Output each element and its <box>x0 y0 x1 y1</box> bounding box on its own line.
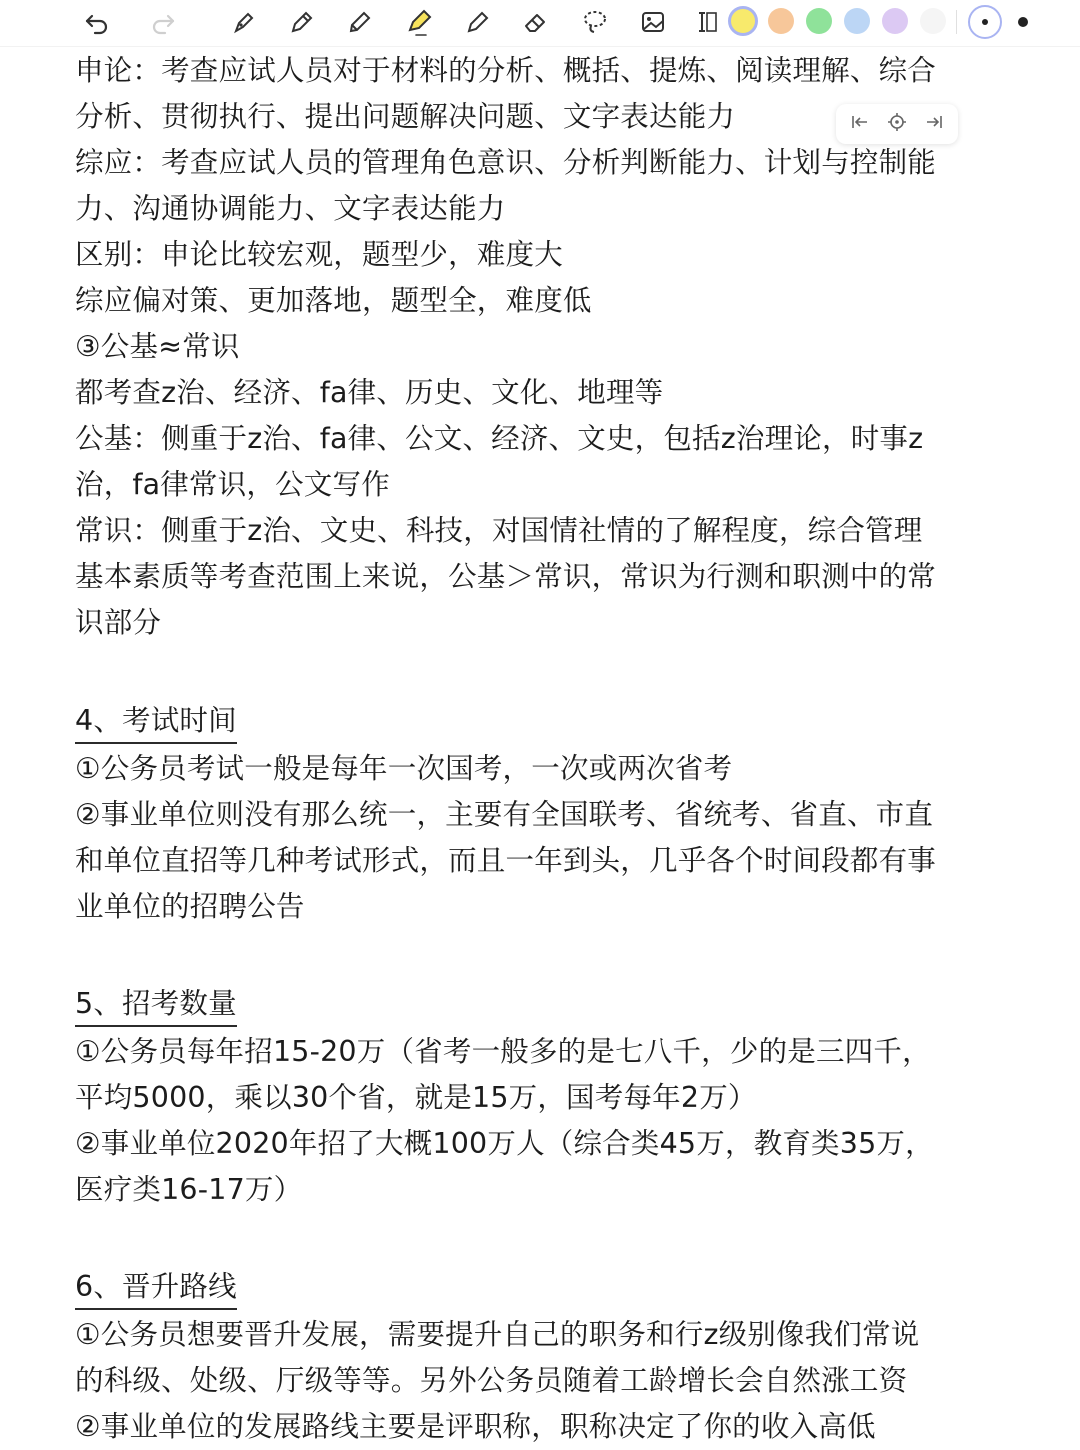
text-line: 综应：考查应试人员的管理角色意识、分析判断能力、计划与控制能 <box>75 146 937 179</box>
toolbar <box>0 0 1080 47</box>
image-icon[interactable] <box>636 6 670 38</box>
text-line: 基本素质等考查范围上来说，公基＞常识，常识为行测和职测中的常 <box>75 560 937 593</box>
text-line: 都考查z治、经济、fa律、历史、文化、地理等 <box>75 376 664 409</box>
text-line: 申论：考查应试人员对于材料的分析、概括、提炼、阅读理解、综合 <box>75 54 937 87</box>
text-line: ②事业单位2020年招了大概100万人（综合类45万，教育类35万， <box>75 1127 934 1160</box>
color-swatch-yellow[interactable] <box>728 6 758 36</box>
arrow-left-bar-icon[interactable] <box>849 111 871 137</box>
small-dot-size-button[interactable] <box>968 5 1002 39</box>
eraser-icon[interactable] <box>518 6 552 38</box>
text-line: 区别：申论比较宏观，题型少，难度大 <box>75 238 563 271</box>
fountain-pen-icon[interactable] <box>226 6 260 38</box>
text-line: ①公务员考试一般是每年一次国考，一次或两次省考 <box>75 752 733 785</box>
toolbar-divider <box>956 10 957 34</box>
marker-icon[interactable] <box>460 6 494 38</box>
text-line: ②事业单位的发展路线主要是评职称，职称决定了你的收入高低 <box>75 1410 876 1443</box>
pen-icon[interactable] <box>284 6 318 38</box>
target-icon[interactable] <box>886 111 908 137</box>
text-line: ③公基≈常识 <box>75 330 240 363</box>
text-line: 力、沟通协调能力、文字表达能力 <box>75 192 506 225</box>
text-line: 的科级、处级、厅级等等。另外公务员随着工龄增长会自然涨工资 <box>75 1364 908 1397</box>
highlighter-icon[interactable] <box>400 6 438 38</box>
arrow-right-bar-icon[interactable] <box>923 111 945 137</box>
text-line: 医疗类16-17万） <box>75 1173 303 1206</box>
medium-dot-size-button[interactable] <box>1006 5 1040 39</box>
medium-dot-icon <box>1018 17 1028 27</box>
color-swatch-white[interactable] <box>920 8 946 34</box>
text-line: 平均5000，乘以30个省，就是15万，国考每年2万） <box>75 1081 757 1114</box>
text-line: ①公务员想要晋升发展，需要提升自己的职务和行z级别像我们常说 <box>75 1318 920 1351</box>
text-box-icon[interactable] <box>694 6 720 38</box>
text-line: 治，fa律常识，公文写作 <box>75 468 390 501</box>
redo-icon[interactable] <box>146 6 180 38</box>
text-line: 和单位直招等几种考试形式，而且一年到头，几乎各个时间段都有事 <box>75 844 937 877</box>
text-line: 公基：侧重于z治、fa律、公文、经济、文史，包括z治理论，时事z <box>75 422 924 455</box>
text-line: 业单位的招聘公告 <box>75 890 305 923</box>
text-line: 常识：侧重于z治、文史、科技，对国情社情的了解程度，综合管理 <box>75 514 923 547</box>
pencil-icon[interactable] <box>342 6 376 38</box>
lasso-icon[interactable] <box>578 6 612 38</box>
text-line: 综应偏对策、更加落地，题型全，难度低 <box>75 284 592 317</box>
undo-icon[interactable] <box>80 6 114 38</box>
small-dot-icon <box>982 19 988 25</box>
text-line: ②事业单位则没有那么统一，主要有全国联考、省统考、省直、市直 <box>75 798 934 831</box>
floating-nav <box>836 104 958 144</box>
color-swatch-purple[interactable] <box>882 8 908 34</box>
color-swatch-orange[interactable] <box>768 8 794 34</box>
color-swatch-blue[interactable] <box>844 8 870 34</box>
text-line: 分析、贯彻执行、提出问题解决问题、文字表达能力 <box>75 100 736 133</box>
text-line: ①公务员每年招15-20万（省考一般多的是七八千，少的是三四千， <box>75 1035 931 1068</box>
section-heading-promotion-path: 6、晋升路线 <box>75 1266 237 1310</box>
section-heading-exam-time: 4、考试时间 <box>75 700 237 744</box>
text-line: 识部分 <box>75 606 162 639</box>
color-swatch-green[interactable] <box>806 8 832 34</box>
section-heading-recruitment-count: 5、招考数量 <box>75 983 237 1027</box>
